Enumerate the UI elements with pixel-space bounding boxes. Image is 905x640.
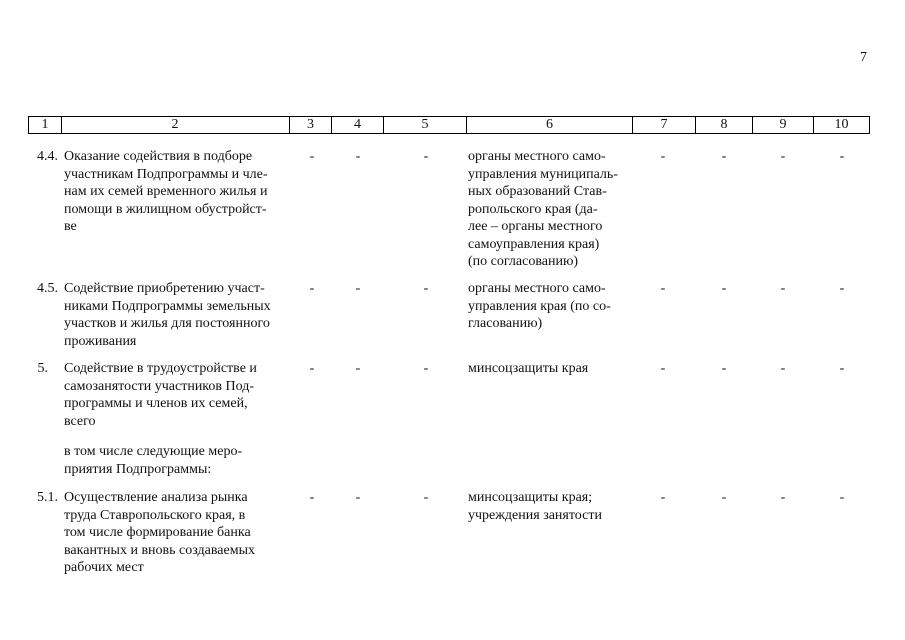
col8-value: -	[721, 149, 727, 164]
col10-value: -	[839, 361, 845, 376]
col5-value: -	[423, 281, 429, 296]
row-description: в том числе следующие меро- приятия Подпрограммы:	[64, 444, 243, 477]
col8-value: -	[721, 361, 727, 376]
table-header-row	[28, 116, 870, 134]
responsible-org: минсоцзащиты края	[468, 361, 589, 376]
col9-value: -	[780, 281, 786, 296]
col5-value: -	[423, 490, 429, 505]
col10-value: -	[839, 490, 845, 505]
col3-value: -	[309, 490, 315, 505]
header-col-7: 7	[633, 116, 696, 134]
row-description: Осуществление анализа рынка труда Ставропольского края, в том числе формирование банка вакантных и вновь создаваемых рабочих мест	[64, 490, 255, 575]
col10-value: -	[839, 149, 845, 164]
col7-value: -	[660, 361, 666, 376]
header-col-4: 4	[332, 116, 384, 134]
header-col-8: 8	[696, 116, 753, 134]
col8-value: -	[721, 490, 727, 505]
col5-value: -	[423, 361, 429, 376]
responsible-org: органы местного само- управления края (по со- гласованию)	[468, 281, 611, 331]
col7-value: -	[660, 490, 666, 505]
col3-value: -	[309, 281, 315, 296]
col9-value: -	[780, 149, 786, 164]
header-col-1: 1	[28, 116, 62, 134]
row-number: 5.	[37, 361, 48, 376]
col4-value: -	[355, 490, 361, 505]
col7-value: -	[660, 149, 666, 164]
col4-value: -	[355, 149, 361, 164]
col4-value: -	[355, 281, 361, 296]
row-description: Оказание содействия в подборе участникам Подпрограммы и чле- нам их семей временного жилья и помощи в жилищном обустройст- ве	[64, 149, 268, 234]
row-number: 4.4.	[37, 149, 58, 164]
header-col-9: 9	[753, 116, 814, 134]
header-col-10: 10	[814, 116, 870, 134]
header-col-6: 6	[467, 116, 633, 134]
row-description: Содействие в трудоустройстве и самозанятости участников Под- программы и членов их семей, всего	[64, 361, 257, 429]
page-number: 7	[860, 50, 867, 65]
row-number: 4.5.	[37, 281, 58, 296]
col9-value: -	[780, 490, 786, 505]
header-col-5: 5	[384, 116, 467, 134]
col8-value: -	[721, 281, 727, 296]
responsible-org: минсоцзащиты края; учреждения занятости	[468, 490, 602, 523]
header-col-3: 3	[290, 116, 332, 134]
col9-value: -	[780, 361, 786, 376]
col3-value: -	[309, 361, 315, 376]
col4-value: -	[355, 361, 361, 376]
col7-value: -	[660, 281, 666, 296]
row-number: 5.1.	[37, 490, 58, 505]
col10-value: -	[839, 281, 845, 296]
row-description: Содействие приобретению участ- никами Подпрограммы земельных участков и жилья для постоянного проживания	[64, 281, 271, 349]
col3-value: -	[309, 149, 315, 164]
col5-value: -	[423, 149, 429, 164]
header-col-2: 2	[61, 116, 290, 134]
responsible-org: органы местного само- управления муниципаль- ных образований Став- ропольского края (да- лее – органы местного самоуправления края) (по согласованию)	[468, 149, 618, 269]
